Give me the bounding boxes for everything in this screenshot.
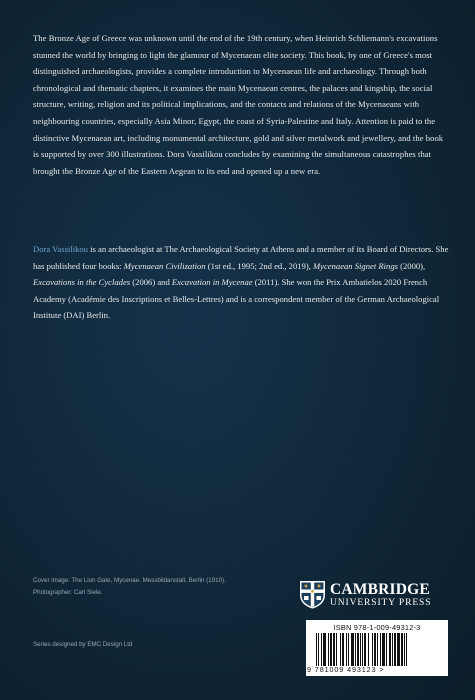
bio-text-2: (1st ed., 1995; 2nd ed., 2019), xyxy=(205,260,313,271)
publisher-logo xyxy=(299,580,449,610)
series-design-credit: Series designed by EMC Design Ltd xyxy=(33,641,133,648)
author-biography xyxy=(33,241,451,324)
cambridge-crest-icon xyxy=(299,580,326,609)
publisher-name: CAMBRIDGE xyxy=(330,581,430,598)
bio-text-5: (2011). She won the Prix Ambatielos 2020 French Academy (Académie des Inscriptions et Belles-Lettres) and is a correspondent member of the German Archaeological Institute (DAI) Berlin. xyxy=(33,277,440,321)
book-description: The Bronze Age of Greece was unknown until the end of the 19th century, when Heinrich Schliemann's excavations stunned the world by bringing to light the glamour of Mycenaean elite society. This book, by one of Greece's most distinguished archaeologists, provides a complete introduction to Mycenaean life and archaeology. Through both chronological and thematic chapters, it examines the main Mycenaean centres, the palaces and kingship, the social structure, writing, religion and its political implications, and the contacts and relations of the Mycenaeans with neighbouring countries, especially Asia Minor, Egypt, the coast of Syria-Palestine and Italy. Attention is paid to the distinctive Mycenaean art, including monumental architecture, gold and silver metalwork and jewellery, and the book is supported by over 300 illustrations. Dora Vassilikou concludes by examining the simultaneous catastrophes that brought the Bronze Age of the Eastern Aegean to its end and opened up a new era. xyxy=(33,33,444,176)
book-title-1: Mycenaean Civilization xyxy=(123,260,206,271)
book-title-3: Excavations in the Cyclades xyxy=(33,277,131,288)
publisher-subtitle: UNIVERSITY PRESS xyxy=(330,598,432,608)
book-title-2: Mycenaean Signet Rings xyxy=(313,260,398,271)
isbn-barcode xyxy=(306,620,448,676)
barcode-digits: 9 781009 493123 > xyxy=(307,665,385,674)
author-name: Dora Vassilikou xyxy=(33,244,88,254)
cover-image-credit: Cover image: The Lion Gate, Mycenae. Messbildanstalt, Berlin (1910). Photographer: Carl Siele. xyxy=(33,577,226,596)
barcode-bars xyxy=(316,633,441,666)
isbn-number: ISBN 978-1-009-49312-3 xyxy=(333,623,421,632)
bio-text-1: is an archaeologist at The Archaeological Society at Athens and a member of its Board of Directors. She has published four books: xyxy=(33,244,449,271)
bio-text-3: (2000), xyxy=(397,260,426,271)
book-title-4: Excavation in Mycenae xyxy=(171,277,253,288)
bio-text-4: (2006) and xyxy=(130,277,172,288)
